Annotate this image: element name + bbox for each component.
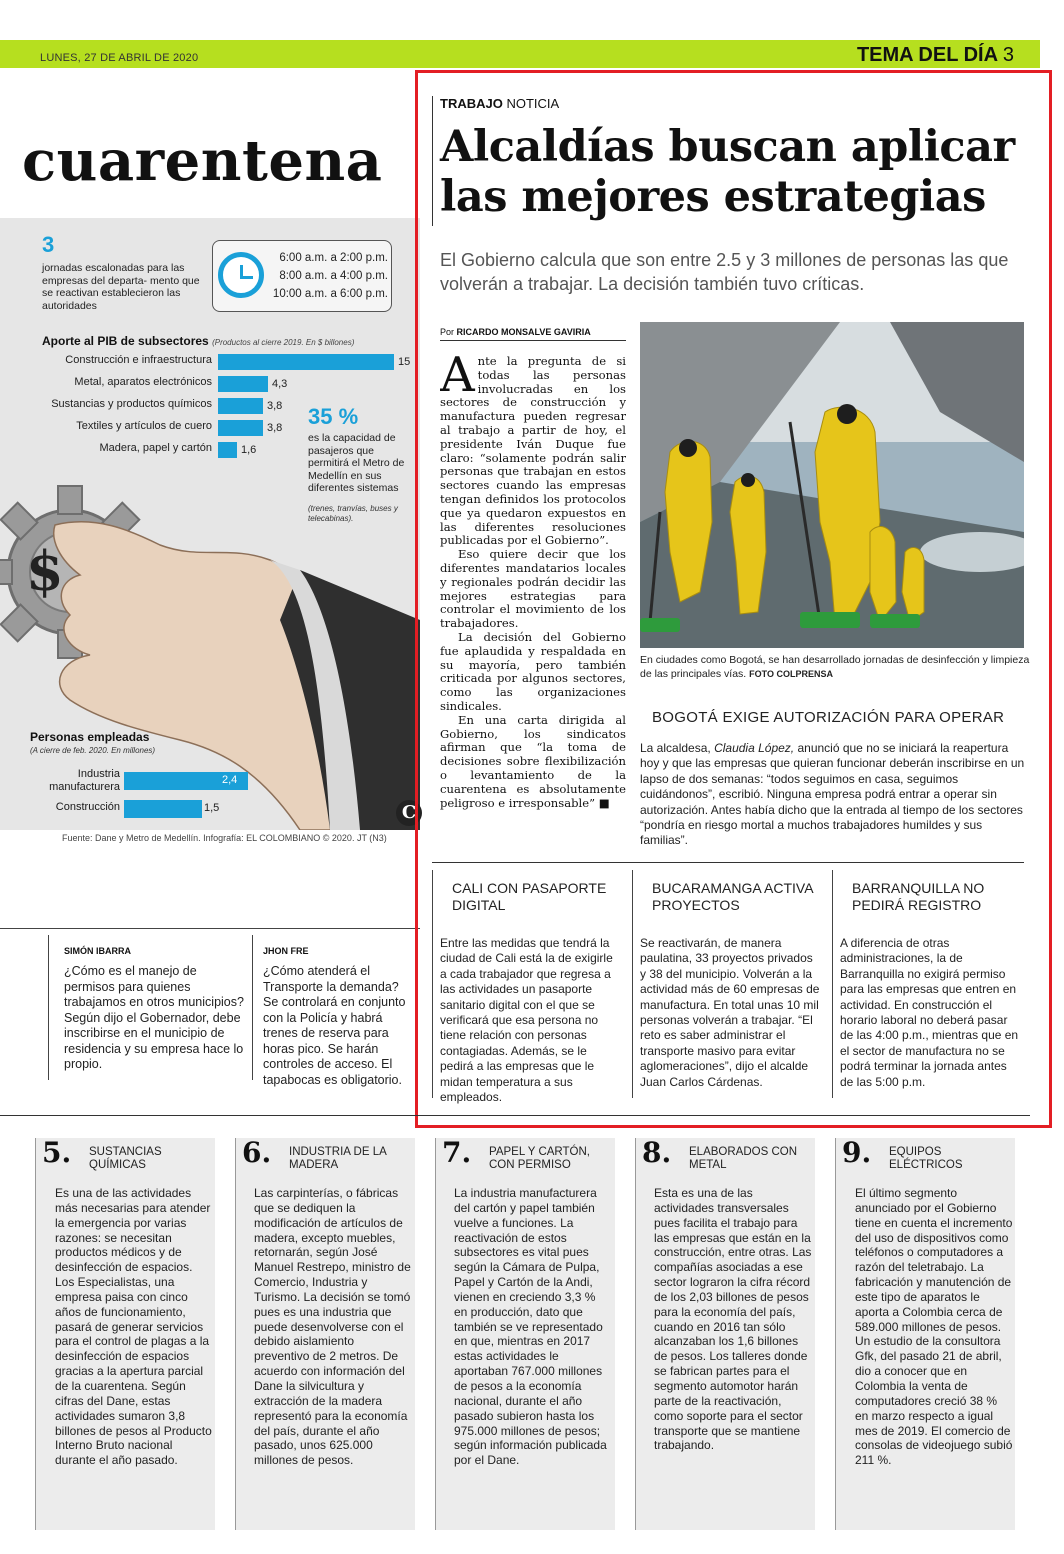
- article-kicker: [440, 96, 559, 111]
- pib-bar-value: 3,8: [267, 422, 283, 434]
- pib-title-text: Aporte al PIB de subsectores: [42, 334, 209, 348]
- sector-title: PAPEL Y CARTÓN, CON PERMISO: [489, 1146, 590, 1171]
- sector-text: Esta es una de las actividades transversales pues facilita el trabajo para las empresas que están en la construcción, entre otras. Las compañías asociadas a ese sector lograron la cifra récord de los 2,03 billones de pesos para la economía del país, cuando en 2016 tan sólo alcanzaban los 1,6 billones de pesos. Los talleres donde se fabrican partes para el segmento automotor harán parte de la reactivación, como soporte para el sector transporte que se mantiene trabajando.: [654, 1186, 812, 1453]
- shift-1: 6:00 a.m. a 2:00 p.m.: [279, 252, 388, 264]
- pib-bar-label: Textiles y artículos de cuero: [76, 420, 212, 432]
- bogota-subhead: BOGOTÁ EXIGE AUTORIZACIÓN PARA OPERAR: [652, 709, 1005, 726]
- article-byline: [440, 327, 591, 337]
- infographic-title: cuarentena: [22, 128, 383, 194]
- section-title: [857, 44, 1014, 67]
- newspaper-logo: C: [396, 800, 422, 826]
- qa-reader-name: JHON FRE: [263, 946, 309, 956]
- sector-text: El último segmento anunciado por el Gobierno tiene en cuenta el incremento del uso de dispositivos como teléfonos o computadores a razón del teletrabajo. La fabricación y manutención de este tipo de aparatos le aporta a Colombia cerca de 589.000 millones de pesos. Un estudio de la consultora Gfk, del pasado 21 de abril, dio a conocer que en Colombia la venta de computadores creció 38 % en marzo respecto a igual mes de 2019. El comercio de consolas de videojuego subió 211 %.: [855, 1186, 1013, 1468]
- pib-bar-value: 4,3: [272, 378, 288, 390]
- photo-caption: [640, 654, 1030, 681]
- shift-3: 10:00 a.m. a 6:00 p.m.: [272, 288, 388, 300]
- sector-number: 8.: [642, 1136, 672, 1169]
- employment-bar-value: 2,4: [222, 774, 238, 786]
- employment-bar-label: Industria manufacturera: [49, 768, 120, 793]
- metro-capacity-text: es la capacidad de pasajeros que permitirá el Metro de Medellín en sus diferentes sistemas: [308, 432, 405, 494]
- employment-bar-label: Construcción: [55, 801, 120, 813]
- article-headline: Alcaldías buscan aplicar las mejores estrategias: [440, 122, 1015, 222]
- bogota-body: anunció que no se iniciará la reapertura hoy y que las empresas que quieran funcionar deberán inscribirse en un lapso de dos semanas: “todos seguimos en casa, seguimos cuidándonos”, escribió. Ninguna empresa podrá entrar a operar sin autorización. Antes había dicho que la entrada al tiempo de los sectores “pondría en riesgo mortal a muchos trabajadores humildes y sus familias”.: [640, 741, 1025, 848]
- sector-number: 5.: [42, 1136, 72, 1169]
- body-paragraph: [440, 355, 626, 548]
- sidebar-column-rule: [632, 870, 633, 1098]
- pib-bar: [218, 354, 394, 370]
- caption-text: En ciudades como Bogotá, se han desarrollado jornadas de desinfección y limpieza de las principales vías.: [640, 654, 1030, 680]
- sidebar-title-bucaramanga: BUCARAMANGA ACTIVA PROYECTOS: [652, 880, 813, 913]
- photo-credit: FOTO COLPRENSA: [749, 668, 833, 679]
- body-paragraph: La decisión del Gobierno fue aplaudida y respaldada en su mayoría, pero también criticada por algunos sectores, como las organizaciones sindicales.: [440, 629, 626, 713]
- clock-icon: [218, 252, 264, 298]
- employment-chart-title: Personas empleadas: [30, 730, 150, 744]
- qa-reader-name: SIMÓN IBARRA: [64, 946, 131, 956]
- pib-bar: [218, 420, 263, 436]
- bogota-text: [640, 741, 1030, 849]
- metro-capacity-note: (trenes, tranvías, buses y telecabinas).: [308, 504, 398, 523]
- sector-text: Es una de las actividades más necesarias para atender la emergencia por varias razones: se necesitan productos médicos y de desinfección de espacios. Los Especialistas, una empresa paisa con cinco años de funcionamiento, pasará de generar servicios para el control de plagas a la desinfección de espacios gracias a la apertura parcial de la cuarentena. Según cifras del Dane, estas actividades sumaron 3,8 billones de pesos al Producto Interno Bruto nacional durante el año pasado.: [55, 1186, 212, 1468]
- sidebar-title-cali: CALI CON PASAPORTE DIGITAL: [452, 880, 607, 913]
- pib-bar-label: Construcción e infraestructura: [65, 354, 212, 366]
- sector-title: ELABORADOS CON METAL: [689, 1146, 797, 1171]
- sector-title: EQUIPOS ELÉCTRICOS: [889, 1146, 963, 1171]
- article-photo: [640, 322, 1024, 648]
- sidebar-text-barranquilla: A diferencia de otras administraciones, la de Barranquilla no exigirá permiso para las empresas que entren en actividad. En construcción el horario laboral no deberá pasar de las 4:00 p.m., mientras que en el sector de manufactura no se podrá terminar la jornada antes de las 5:00 p.m.: [840, 936, 1019, 1089]
- sector-title: SUSTANCIAS QUÍMICAS: [89, 1146, 162, 1171]
- article-body: [440, 355, 626, 850]
- sidebar-divider: [432, 862, 1024, 863]
- byline-prefix: Por: [440, 327, 455, 337]
- bogota-intro: La alcaldesa,: [640, 741, 711, 755]
- sector-number: 6.: [242, 1136, 272, 1169]
- pib-bar-value: 15: [398, 356, 411, 368]
- sector-text: La industria manufacturera del cartón y papel también vuelve a funciones. La reactivación de estos subsectores es vital pues según la Cámara de Pulpa, Papel y Cartón de la Andi, vienen en creciendo 3,3 % en producción, dato que también se ve representado en que, mientras en 2017 estas actividades le aportaban 767.000 millones de pesos a la economía nacional, durante el año pasado subieron hasta los 975.000 millones de pesos; según información publicada por el Dane.: [454, 1186, 607, 1468]
- section-name: TEMA DEL DÍA: [856, 44, 998, 66]
- qa-divider: [0, 928, 420, 929]
- pib-bar-label: Sustancias y productos químicos: [51, 398, 212, 410]
- page-number: 3: [1002, 44, 1014, 66]
- qa-column-rule: [252, 935, 253, 1080]
- article-deck: El Gobierno calcula que son entre 2.5 y 3 millones de personas las que volverán a trabajar. La decisión también tuvo críticas.: [440, 250, 1009, 294]
- employment-chart-note: (A cierre de feb. 2020. En millones): [30, 746, 156, 755]
- kicker-section: TRABAJO: [440, 96, 503, 111]
- pib-bar: [218, 442, 237, 458]
- sector-title: INDUSTRIA DE LA MADERA: [289, 1146, 387, 1171]
- metro-capacity-pct: 35 %: [308, 404, 359, 429]
- sector-number: 7.: [442, 1136, 472, 1169]
- pib-bar-label: Metal, aparatos electrónicos: [74, 376, 212, 388]
- sidebar-title-barranquilla: BARRANQUILLA NO PEDIRÁ REGISTRO: [852, 880, 985, 913]
- svg-text:$: $: [26, 539, 64, 603]
- shifts-description: jornadas escalonadas para las empresas del departa- mento que se reactivan establecieron las autoridades: [42, 262, 200, 312]
- pib-bar-value: 3,8: [267, 400, 283, 412]
- sector-text: Las carpinterías, o fábricas que se dediquen la modificación de artículos de madera, excepto muebles, retornarán, según José Manuel Restrepo, ministro de Comercio, Industria y Turismo. La decisión se tomó pues es una industria que puede desenvolverse con el debido aislamiento preventivo de 2 metros. De acuerdo con información del Dane la silvicultura y extracción de la madera representó para la economía del país, durante el año pasado, unos 625.000 millones de pesos.: [254, 1186, 411, 1468]
- drop-cap: A: [440, 355, 475, 403]
- employment-bar-value: 1,5: [204, 802, 220, 814]
- pib-bar-value: 1,6: [241, 444, 257, 456]
- employment-bar: [124, 800, 202, 818]
- shift-2: 8:00 a.m. a 4:00 p.m.: [279, 270, 388, 282]
- kicker-type: NOTICIA: [506, 96, 560, 111]
- kicker-rule: [432, 96, 433, 226]
- paragraph-text: nte la pregunta de si todas las personas involucradas en los sectores de construcción y manufactura pueden regresar al trabajo a partir de hoy, el presidente Iván Duque fue claro: “solamente podrán salir personas que trabajan en estos sectores cuando las empresas tengan definidos los protocolos que ya quedaron expuestos en las diferentes resoluciones publicadas por el Gobierno”.: [440, 355, 626, 548]
- pib-bar: [218, 376, 268, 392]
- body-paragraph: Eso quiere decir que los diferentes mandatarios locales y regionales podrán decidir las mejores estrategias para controlar el movimiento de los trabajadores.: [440, 547, 626, 631]
- qa-column-rule: [48, 935, 49, 1080]
- pib-chart-title: [42, 334, 354, 348]
- shifts-count: 3: [42, 232, 55, 257]
- byline-author: RICARDO MONSALVE GAVIRIA: [456, 327, 591, 337]
- qa-answer: ¿Cómo atenderá el Transporte la demanda? Se controlará en conjunto con la Policía y habrá trenes de reserva para horas pico. Se harán controles de acceso. El tapabocas es obligatorio.: [263, 964, 406, 1087]
- pib-bar-label: Madera, papel y cartón: [99, 442, 212, 454]
- infographic-source: Fuente: Dane y Metro de Medellín. Infografía: EL COLOMBIANO © 2020. JT (N3): [62, 833, 387, 843]
- bogota-mayor: Claudia López,: [714, 741, 795, 755]
- qa-answer: ¿Cómo es el manejo de permisos para quienes trabajamos en otros municipios? Según dijo el Gobernador, debe inscribirse en el municipio de residencia y su empresa hace lo propio.: [64, 964, 244, 1071]
- sidebar-text-bucaramanga: Se reactivarán, de manera paulatina, 33 proyectos privados y 38 del municipio. Volverán a la actividad más de 60 empresas de manufactura. En total unas 10 mil personas volverán a trabajar. “El reto es saber administrar el transporte masivo para evitar aglomeraciones”, dijo el alcalde Juan Carlos Cárdenas.: [640, 936, 820, 1089]
- pib-bar: [218, 398, 263, 414]
- pib-note: (Productos al cierre 2019. En $ billones): [212, 338, 355, 347]
- sidebar-text-cali: Entre las medidas que tendrá la ciudad de Cali está la de exigirle a cada trabajador que regresa a las actividades un pasaporte sanitario digital con el que se verificará que esa persona no tiene relación con personas contagiadas. Además, se le pedirá a las empresas que le midan temperatura a sus empleados.: [440, 936, 613, 1105]
- body-paragraph: En una carta dirigida al Gobierno, los sindicatos afirman que “la toma de decisiones sobre flexibilización o levantamiento de la cuarentena es absolutamente peligroso e irresponsable” ■: [440, 712, 626, 810]
- sidebar-column-rule: [432, 870, 433, 1098]
- sidebar-column-rule: [832, 870, 833, 1098]
- sector-number: 9.: [842, 1136, 872, 1169]
- byline-rule: [440, 340, 626, 341]
- bottom-divider: [0, 1115, 1030, 1116]
- issue-date: LUNES, 27 DE ABRIL DE 2020: [40, 52, 199, 64]
